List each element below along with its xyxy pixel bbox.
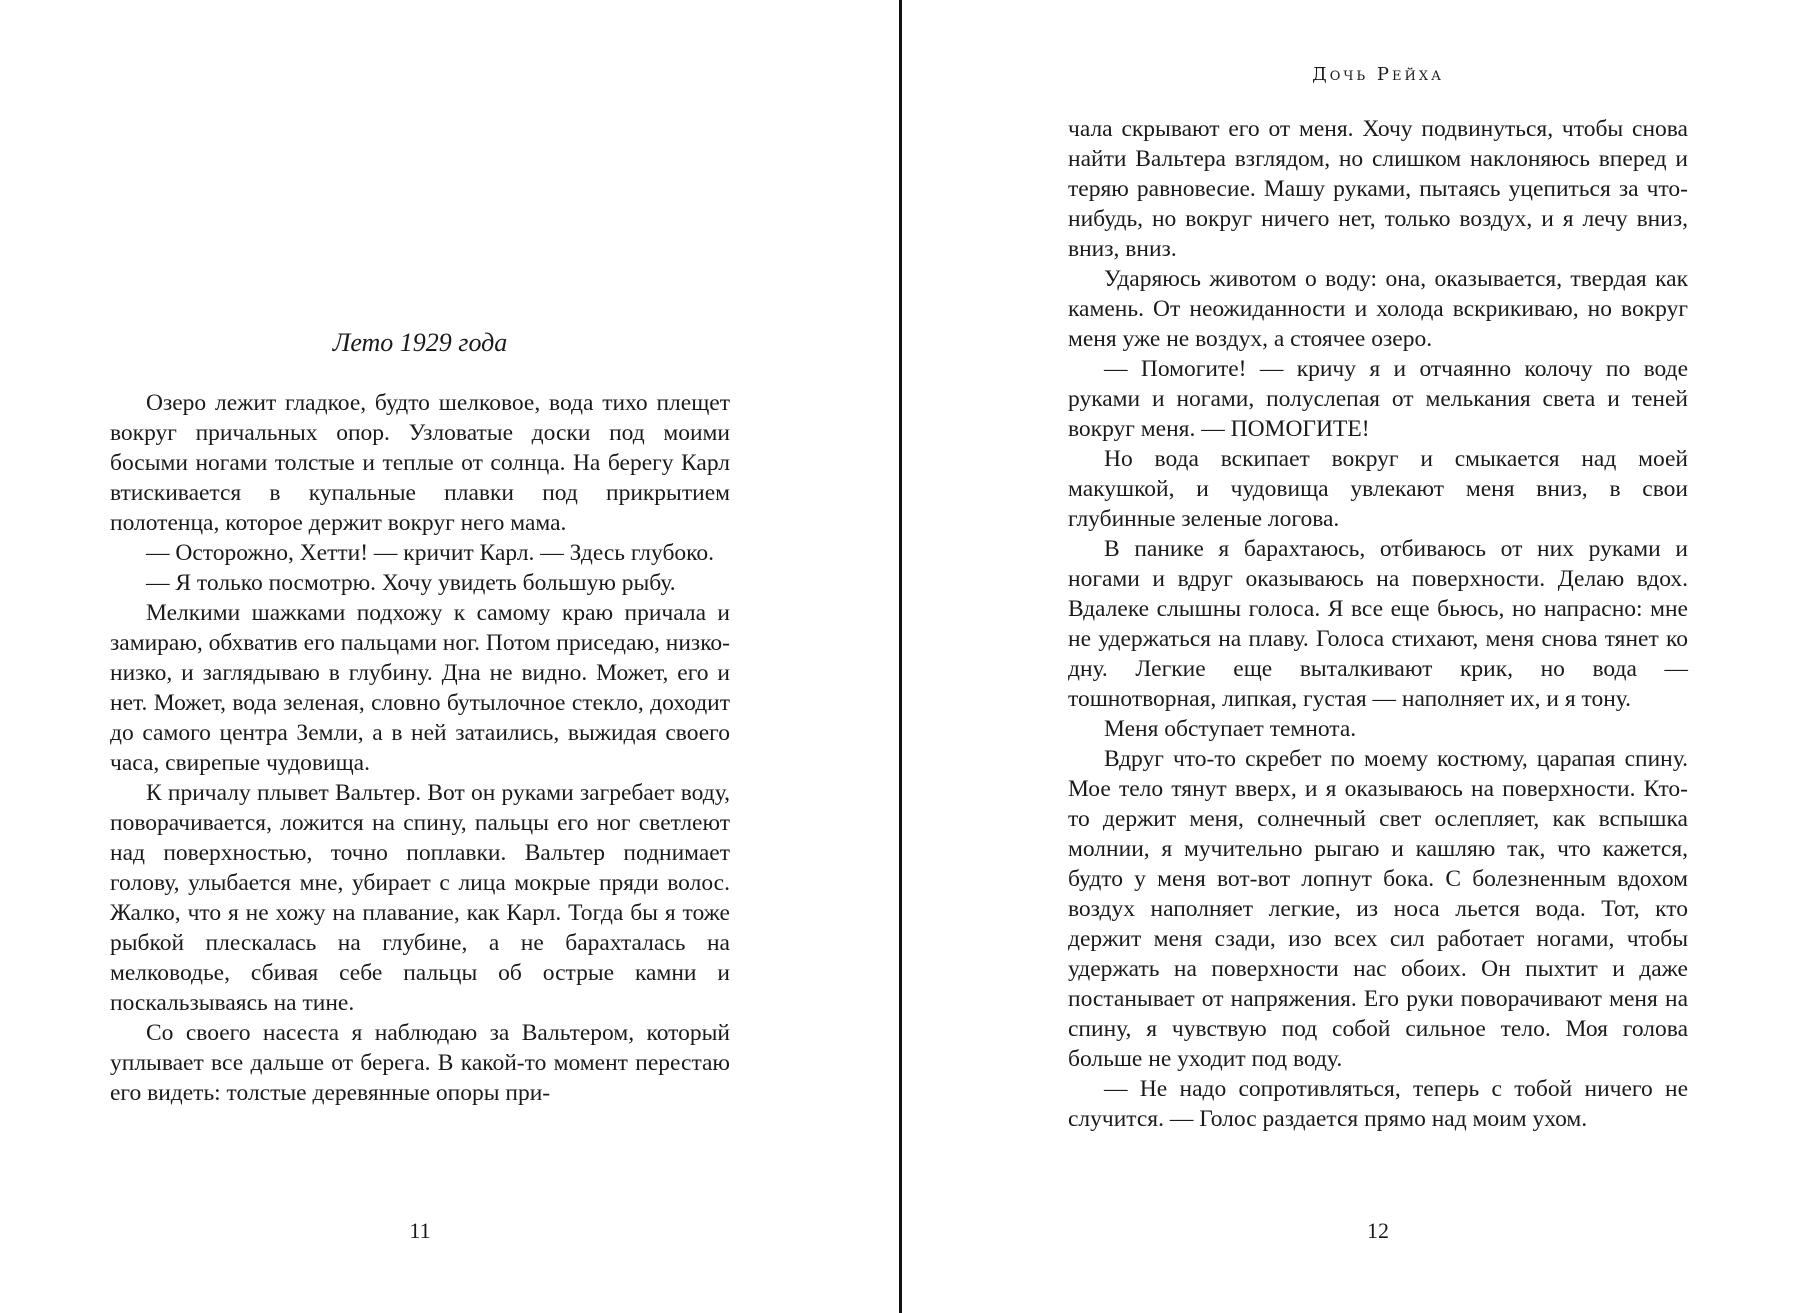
right-page-body	[1068, 114, 1688, 1134]
paragraph-continuation: чала скрывают его от меня. Хочу подвинуться, чтобы снова найти Вальтера взглядом, но слишком наклоняюсь вперед и теряю равновесие. Машу руками, пытаясь уцепиться за что-нибудь, но вокруг ничего нет, только воздух, и я лечу вниз, вниз, вниз.	[1068, 116, 1688, 262]
paragraph: — Осторожно, Хетти! — кричит Карл. — Здесь глубоко.	[146, 540, 715, 566]
paragraph: — Не надо сопротивляться, теперь с тобой ничего не случится. — Голос раздается прямо над моим ухом.	[1068, 1076, 1688, 1132]
paragraph: Со своего насеста я наблюдаю за Вальтером, который уплывает все дальше от берега. В какой-то момент перестаю его видеть: толстые деревянные опоры при-	[110, 1020, 730, 1106]
page-number: 11	[409, 1218, 431, 1243]
left-page-body	[110, 388, 730, 1108]
running-head: Дочь Рейха	[1312, 64, 1444, 85]
paragraph: Меня обступает темнота.	[1104, 716, 1357, 742]
paragraph: Вдруг что-то скребет по моему костюму, царапая спину. Мое тело тянут вверх, и я оказываюсь на поверхности. Кто-то держит меня, солнечный свет ослепляет, как вспышка молнии, я мучительно рыгаю и кашляю так, что кажется, будто у меня вот-вот лопнут бока. С болезненным вдохом воздух наполняет легкие, из носа льется вода. Тот, кто держит меня сзади, изо всех сил работает ногами, чтобы удержать на поверхности нас обоих. Он пыхтит и даже постанывает от напряжения. Его руки поворачивают меня на спину, я чувствую под собой сильное тело. Моя голова больше не уходит под воду.	[1068, 746, 1688, 1072]
paragraph: Ударяюсь животом о воду: она, оказывается, твердая как камень. От неожиданности и холода вскрикиваю, но вокруг меня уже не воздух, а стоячее озеро.	[1068, 266, 1688, 352]
chapter-title: Лето 1929 года	[332, 328, 508, 357]
page-number: 12	[1367, 1218, 1389, 1243]
right-page	[1068, 0, 1688, 1313]
paragraph: Мелкими шажками подхожу к самому краю причала и замираю, обхватив его пальцами ног. Потом приседаю, низко-низко, и заглядываю в глубину. Дна не видно. Может, его и нет. Может, вода зеленая, словно бутылочное стекло, доходит до самого центра Земли, а в ней затаились, выжидая своего часа, свирепые чудовища.	[110, 600, 730, 776]
paragraph: Но вода вскипает вокруг и смыкается над моей макушкой, и чудовища увлекают меня вниз, в свои глубинные зеленые логова.	[1068, 446, 1688, 532]
page-gutter-divider	[899, 0, 902, 1313]
left-page	[110, 0, 730, 1313]
paragraph: — Я только посмотрю. Хочу увидеть большую рыбу.	[146, 570, 676, 596]
paragraph: К причалу плывет Вальтер. Вот он руками загребает воду, поворачивается, ложится на спину, пальцы его ног светлеют над поверхностью, точно поплавки. Вальтер поднимает голову, улыбается мне, убирает с лица мокрые пряди волос. Жалко, что я не хожу на плавание, как Карл. Тогда бы я тоже рыбкой плескалась на глубине, а не барахталась на мелководье, сбивая себе пальцы об острые камни и поскальзываясь на тине.	[110, 780, 730, 1016]
paragraph: В панике я барахтаюсь, отбиваюсь от них руками и ногами и вдруг оказываюсь на поверхности. Делаю вдох. Вдалеке слышны голоса. Я все еще бьюсь, но напрасно: мне не удержаться на плаву. Голоса стихают, меня снова тянет ко дну. Легкие еще выталкивают крик, но вода — тошнотворная, липкая, густая — наполняет их, и я тону.	[1068, 536, 1688, 712]
paragraph: — Помогите! — кричу я и отчаянно колочу по воде руками и ногами, полуслепая от мелькания света и теней вокруг меня. — ПОМОГИТЕ!	[1068, 356, 1688, 442]
paragraph: Озеро лежит гладкое, будто шелковое, вода тихо плещет вокруг причальных опор. Узловатые доски под моими босыми ногами толстые и теплые от солнца. На берегу Карл втискивается в купальные плавки под прикрытием полотенца, которое держит вокруг него мама.	[110, 390, 730, 536]
